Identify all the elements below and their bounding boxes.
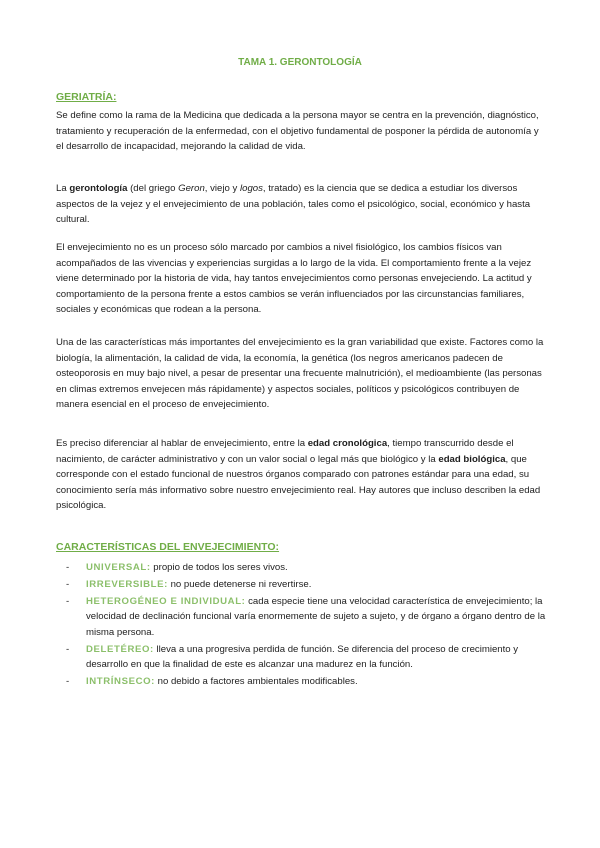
- item-text: no debido a factores ambientales modificables.: [154, 675, 358, 687]
- list-item: [56, 577, 546, 592]
- dash-marker: -: [66, 562, 70, 573]
- list-item: [56, 674, 546, 689]
- geron-word: Geron: [178, 183, 205, 194]
- p1-text-d: , tratado) es la ciencia que se dedica a estudiar los diversos aspectos de la vejez y el envejecimiento de una población, tales como el psicológico, social, económico y hasta cultural.: [56, 183, 531, 226]
- item-term: DELETÉREO:: [86, 643, 154, 655]
- p4-text-a: Es preciso diferenciar al hablar de envejecimiento, entre la: [56, 438, 308, 449]
- dash-marker: -: [66, 578, 70, 590]
- p1-text-c: , viejo y: [204, 183, 240, 194]
- caracteristicas-heading: CARACTERÍSTICAS DEL ENVEJECIMIENTO:: [56, 541, 280, 553]
- list-item: [56, 642, 546, 673]
- list-item: [56, 560, 546, 575]
- p4-text-c: , que corresponde con el estado funcional de nuestros órganos comparado con patrones estándar para una edad, su conocimiento sería más informativo sobre nuestro envejecimiento real. Hay autores que incluso describen la edad psicológica.: [56, 453, 541, 512]
- p1-text-a: La: [56, 183, 70, 194]
- gerontologia-paragraph: [56, 181, 544, 228]
- item-term: IRREVERSIBLE:: [86, 578, 168, 590]
- item-text: propio de todos los seres vivos.: [150, 562, 288, 573]
- item-term: UNIVERSAL:: [86, 562, 151, 573]
- variabilidad-paragraph: Una de las características más importantes del envejecimiento es la gran variabilidad que existe. Factores como la biología, la alimentación, la calidad de vida, la economía, la genética (los negros americanos padecen de osteoporosis en muy bajo nivel, a pesar de presentar una frecuente malnutrición), el medioambiente (las personas en climas extremos envejecen más rápidamente) y aspectos sociales, políticos y psicológicos contribuyen de manera esencial en el proceso de envejecimiento.: [56, 337, 544, 411]
- dash-marker: -: [66, 675, 70, 687]
- dash-marker: -: [66, 595, 70, 607]
- edad-paragraph: [56, 436, 544, 514]
- edad-biologica-term: edad biológica: [438, 453, 506, 465]
- page-title: TAMA 1. GERONTOLOGÍA: [238, 57, 362, 68]
- item-term: INTRÍNSECO:: [86, 675, 155, 687]
- caracteristicas-list: [56, 560, 546, 691]
- item-text: cada especie tiene una velocidad característica de envejecimiento; la velocidad de declinación funcional varía enormemente de sujeto a sujeto, y de órgano a órgano dentro de la misma persona.: [86, 595, 546, 638]
- item-text: no puede detenerse ni revertirse.: [167, 578, 312, 590]
- list-item: [56, 594, 546, 640]
- p4-text-b: , tiempo transcurrido desde el nacimiento, de carácter administrativo y con un valor social o legal más que biológico y la: [56, 438, 514, 465]
- geriatria-heading: GERIATRÍA:: [56, 91, 117, 103]
- envejecimiento-paragraph: El envejecimiento no es un proceso sólo marcado por cambios a nivel fisiológico, los cambios físicos van acompañados de las vivencias y experiencias surgidas a lo largo de la vida. El comportamiento frente a la vejez viene determinado por la historia de vida, hay tantos envejecimientos como personas envejeciendo. La actitud y comportamiento de la persona frente a estos cambios se verán influenciados por las circunstancias familiares, sociales y económicas que rodean a la persona.: [56, 242, 532, 316]
- p1-text-b: (del griego: [127, 183, 179, 194]
- gerontologia-term: gerontología: [69, 183, 128, 194]
- logos-word: logos: [239, 183, 263, 194]
- dash-marker: -: [66, 643, 70, 655]
- item-term: HETEROGÉNEO E INDIVIDUAL:: [86, 595, 246, 607]
- geriatria-paragraph: Se define como la rama de la Medicina que dedicada a la persona mayor se centra en la prevención, diagnóstico, tratamiento y recuperación de la enfermedad, con el objetivo fundamental de posponer la pérdida de autonomía y el desarrollo de incapacidad, mejorando la calidad de vida.: [56, 110, 539, 153]
- edad-cronologica-term: edad cronológica: [307, 438, 388, 449]
- item-text: lleva a una progresiva perdida de función. Se diferencia del proceso de crecimiento y desarrollo en que la finalidad de este es alcanzar una madurez en la función.: [86, 643, 519, 670]
